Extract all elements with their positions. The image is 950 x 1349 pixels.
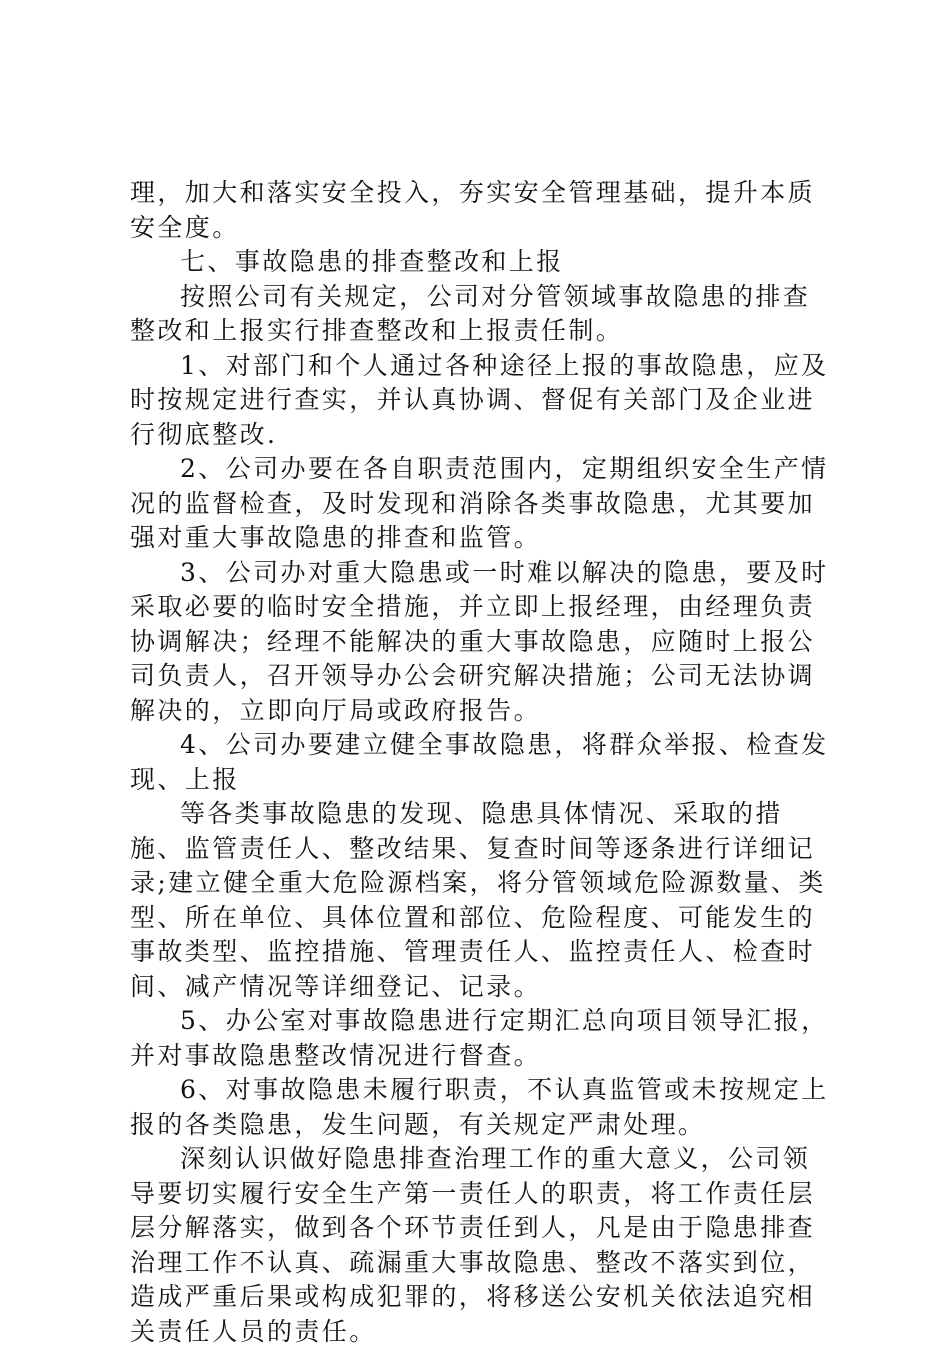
paragraph-item-1: 1、对部门和个人通过各种途径上报的事故隐患，应及时按规定进行查实，并认真协调、督促有关部门及企业进行彻底整改. [130,350,829,449]
paragraph-item-4-continued: 等各类事故隐患的发现、隐患具体情况、采取的措施、监管责任人、整改结果、复查时间等逐条进行详细记录;建立健全重大危险源档案，将分管领域危险源数量、类型、所在单位、具体位置和部位、危险程度、可能发生的事故类型、监控措施、管理责任人、监控责任人、检查时间、减产情况等详细登记、记录。 [130,799,826,1001]
paragraph-intro: 按照公司有关规定，公司对分管领域事故隐患的排查整改和上报实行排查整改和上报责任制。 [130,281,811,345]
paragraph-item-3: 3、公司办对重大隐患或一时难以解决的隐患，要及时采取必要的临时安全措施，并立即上报经理，由经理负责协调解决；经理不能解决的重大事故隐患，应随时上报公司负责人，召开领导办公会研究解决措施；公司无法协调解决的，立即向厅局或政府报告。 [130,557,829,725]
paragraph-continuation: 理，加大和落实安全投入，夯实安全管理基础，提升本质安全度。 [130,178,816,242]
paragraph-conclusion: 深刻认识做好隐患排查治理工作的重大意义，公司领导要切实履行安全生产第一责任人的职责，将工作责任层层分解落实，做到各个环节责任到人，凡是由于隐患排查治理工作不认真、疏漏重大事故隐患、整改不落实到位，造成严重后果或构成犯罪的，将移送公安机关依法追究相关责任人员的责任。 [130,1144,816,1346]
paragraph-item-4: 4、公司办要建立健全事故隐患，将群众举报、检查发现、上报 [130,730,829,794]
paragraph-item-6: 6、对事故隐患未履行职责，不认真监管或未按规定上报的各类隐患，发生问题，有关规定严肃处理。 [130,1075,829,1139]
document-body [130,176,830,1349]
section-heading-seven: 七、事故隐患的排查整改和上报 [180,247,564,276]
paragraph-item-2: 2、公司办要在各自职责范围内，定期组织安全生产情况的监督检查，及时发现和消除各类事故隐患，尤其要加强对重大事故隐患的排查和监管。 [130,454,829,552]
paragraph-item-5: 5、办公室对事故隐患进行定期汇总向项目领导汇报，并对事故隐患整改情况进行督查。 [130,1006,829,1070]
